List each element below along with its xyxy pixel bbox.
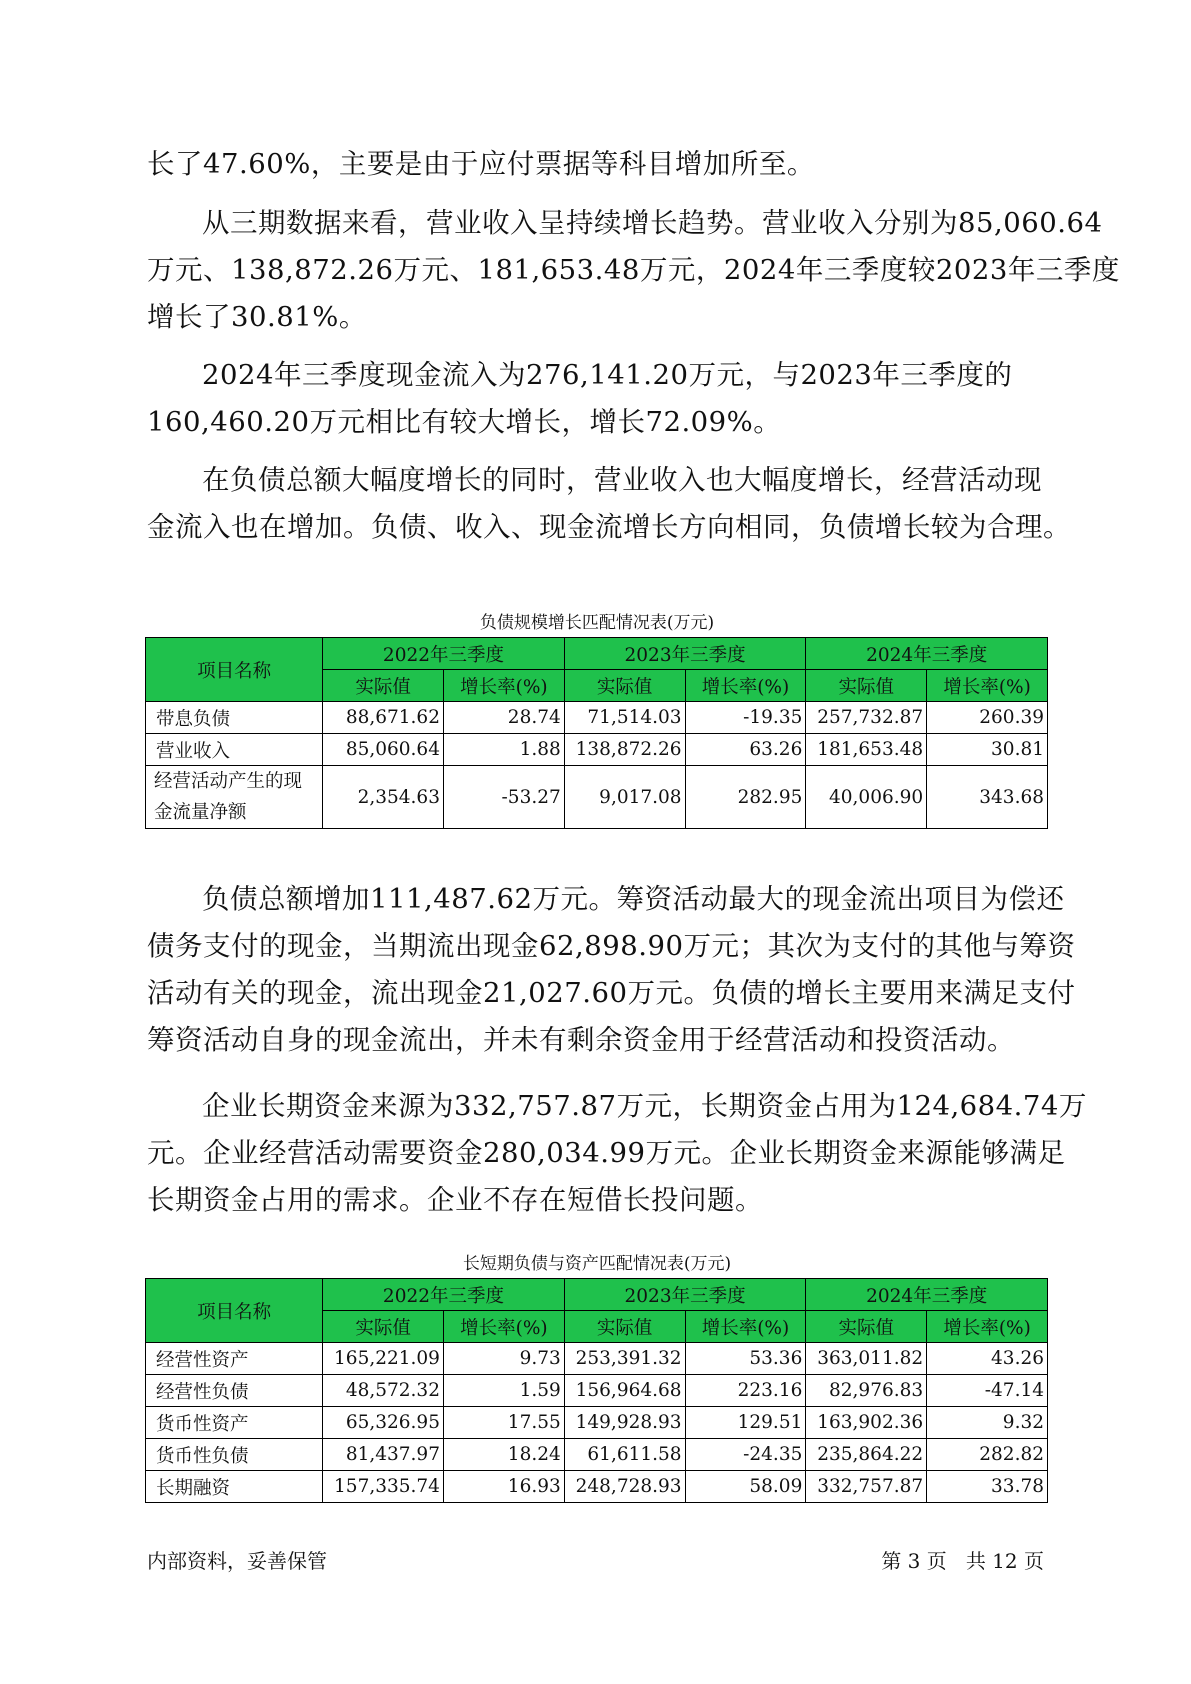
cell: 260.39 — [927, 702, 1048, 734]
sub-header-growth: 增长率(%) — [443, 670, 564, 702]
cell: 157,335.74 — [323, 1471, 444, 1503]
row-label: 经营活动产生的现金流量净额 — [146, 766, 323, 829]
paragraph-line: 长期资金占用的需求。企业不存在短借长投问题。 — [147, 1184, 763, 1216]
cell: 61,611.58 — [564, 1439, 685, 1471]
row-label: 货币性负债 — [146, 1439, 323, 1471]
cell: 81,437.97 — [323, 1439, 444, 1471]
cell: 65,326.95 — [323, 1407, 444, 1439]
sub-header-actual: 实际值 — [323, 670, 444, 702]
paragraph-4 — [147, 457, 1071, 551]
table-row — [146, 702, 1048, 734]
table-row — [146, 734, 1048, 766]
paragraph-line: 长了47.60%，主要是由于应付票据等科目增加所至。 — [147, 148, 815, 180]
cell: -53.27 — [443, 766, 564, 829]
cell: 343.68 — [927, 766, 1048, 829]
cell: 163,902.36 — [806, 1407, 927, 1439]
name-header: 项目名称 — [146, 638, 323, 702]
cell: 165,221.09 — [323, 1343, 444, 1375]
cell: 282.95 — [685, 766, 806, 829]
cell: 18.24 — [443, 1439, 564, 1471]
cell: 71,514.03 — [564, 702, 685, 734]
paragraph-1 — [147, 141, 1047, 188]
cell: 88,671.62 — [323, 702, 444, 734]
footer-confidential-note: 内部资料，妥善保管 — [147, 1549, 327, 1573]
cell: 235,864.22 — [806, 1439, 927, 1471]
paragraph-line: 企业长期资金来源为332,757.87万元，长期资金占用为124,684.74万 — [202, 1090, 1087, 1122]
cell: 9,017.08 — [564, 766, 685, 829]
cell: 248,728.93 — [564, 1471, 685, 1503]
footer-page-number: 第 3 页 共 12 页 — [881, 1549, 1044, 1573]
cell: 1.88 — [443, 734, 564, 766]
cell: 181,653.48 — [806, 734, 927, 766]
paragraph-line: 筹资活动自身的现金流出，并未有剩余资金用于经营活动和投资活动。 — [147, 1024, 1015, 1056]
table2-caption: 长短期负债与资产匹配情况表(万元) — [462, 1254, 732, 1274]
paragraph-line: 债务支付的现金，当期流出现金62,898.90万元；其次为支付的其他与筹资 — [147, 930, 1076, 962]
paragraph-6 — [147, 1083, 1087, 1224]
row-label: 经营性负债 — [146, 1375, 323, 1407]
sub-header-actual: 实际值 — [564, 670, 685, 702]
cell: 9.32 — [927, 1407, 1048, 1439]
liability-asset-table — [145, 1278, 1048, 1503]
paragraph-line: 万元、138,872.26万元、181,653.48万元，2024年三季度较2023年三季度 — [147, 254, 1120, 286]
paragraph-line: 活动有关的现金，流出现金21,027.60万元。负债的增长主要用来满足支付 — [147, 977, 1076, 1009]
cell: 149,928.93 — [564, 1407, 685, 1439]
sub-header-actual: 实际值 — [806, 670, 927, 702]
cell: 58.09 — [685, 1471, 806, 1503]
cell: 138,872.26 — [564, 734, 685, 766]
table-row — [146, 766, 1048, 829]
sub-header-growth: 增长率(%) — [443, 1311, 564, 1343]
cell: 9.73 — [443, 1343, 564, 1375]
sub-header-growth: 增长率(%) — [685, 670, 806, 702]
row-label: 带息负债 — [146, 702, 323, 734]
paragraph-line: 金流入也在增加。负债、收入、现金流增长方向相同，负债增长较为合理。 — [147, 511, 1071, 543]
table-row — [146, 1471, 1048, 1503]
name-header: 项目名称 — [146, 1279, 323, 1343]
period-header: 2023年三季度 — [564, 1279, 806, 1311]
cell: 40,006.90 — [806, 766, 927, 829]
paragraph-5 — [147, 876, 1076, 1064]
cell: 28.74 — [443, 702, 564, 734]
table1-caption: 负债规模增长匹配情况表(万元) — [479, 613, 715, 633]
paragraph-line: 负债总额增加111,487.62万元。筹资活动最大的现金流出项目为偿还 — [202, 883, 1065, 915]
cell: 48,572.32 — [323, 1375, 444, 1407]
cell: 53.36 — [685, 1343, 806, 1375]
period-header: 2022年三季度 — [323, 1279, 565, 1311]
cell: 156,964.68 — [564, 1375, 685, 1407]
sub-header-actual: 实际值 — [564, 1311, 685, 1343]
cell: -47.14 — [927, 1375, 1048, 1407]
cell: 85,060.64 — [323, 734, 444, 766]
row-label: 长期融资 — [146, 1471, 323, 1503]
table-row — [146, 1343, 1048, 1375]
paragraph-line: 2024年三季度现金流入为276,141.20万元，与2023年三季度的 — [202, 359, 1013, 391]
debt-growth-table — [145, 637, 1048, 829]
cell: 253,391.32 — [564, 1343, 685, 1375]
paragraph-line: 160,460.20万元相比有较大增长，增长72.09%。 — [147, 406, 782, 438]
cell: 43.26 — [927, 1343, 1048, 1375]
cell: 282.82 — [927, 1439, 1048, 1471]
table-row — [146, 1375, 1048, 1407]
cell: 363,011.82 — [806, 1343, 927, 1375]
sub-header-growth: 增长率(%) — [927, 670, 1048, 702]
period-header: 2024年三季度 — [806, 1279, 1048, 1311]
cell: 33.78 — [927, 1471, 1048, 1503]
paragraph-line: 从三期数据来看，营业收入呈持续增长趋势。营业收入分别为85,060.64 — [202, 207, 1103, 239]
period-header: 2022年三季度 — [323, 638, 565, 670]
cell: 82,976.83 — [806, 1375, 927, 1407]
sub-header-growth: 增长率(%) — [927, 1311, 1048, 1343]
table-row — [146, 1439, 1048, 1471]
row-label: 营业收入 — [146, 734, 323, 766]
sub-header-actual: 实际值 — [806, 1311, 927, 1343]
cell: 1.59 — [443, 1375, 564, 1407]
paragraph-3 — [147, 352, 1047, 446]
paragraph-line: 在负债总额大幅度增长的同时，营业收入也大幅度增长，经营活动现 — [202, 464, 1042, 496]
cell: 2,354.63 — [323, 766, 444, 829]
cell: 129.51 — [685, 1407, 806, 1439]
cell: 332,757.87 — [806, 1471, 927, 1503]
paragraph-2 — [147, 200, 1120, 341]
sub-header-growth: 增长率(%) — [685, 1311, 806, 1343]
cell: 63.26 — [685, 734, 806, 766]
period-header: 2023年三季度 — [564, 638, 806, 670]
sub-header-actual: 实际值 — [323, 1311, 444, 1343]
row-label: 货币性资产 — [146, 1407, 323, 1439]
cell: 30.81 — [927, 734, 1048, 766]
cell: 17.55 — [443, 1407, 564, 1439]
cell: -19.35 — [685, 702, 806, 734]
period-header: 2024年三季度 — [806, 638, 1048, 670]
row-label: 经营性资产 — [146, 1343, 323, 1375]
cell: -24.35 — [685, 1439, 806, 1471]
paragraph-line: 元。企业经营活动需要资金280,034.99万元。企业长期资金来源能够满足 — [147, 1137, 1066, 1169]
cell: 223.16 — [685, 1375, 806, 1407]
paragraph-line: 增长了30.81%。 — [147, 301, 367, 333]
cell: 257,732.87 — [806, 702, 927, 734]
cell: 16.93 — [443, 1471, 564, 1503]
table-row — [146, 1407, 1048, 1439]
